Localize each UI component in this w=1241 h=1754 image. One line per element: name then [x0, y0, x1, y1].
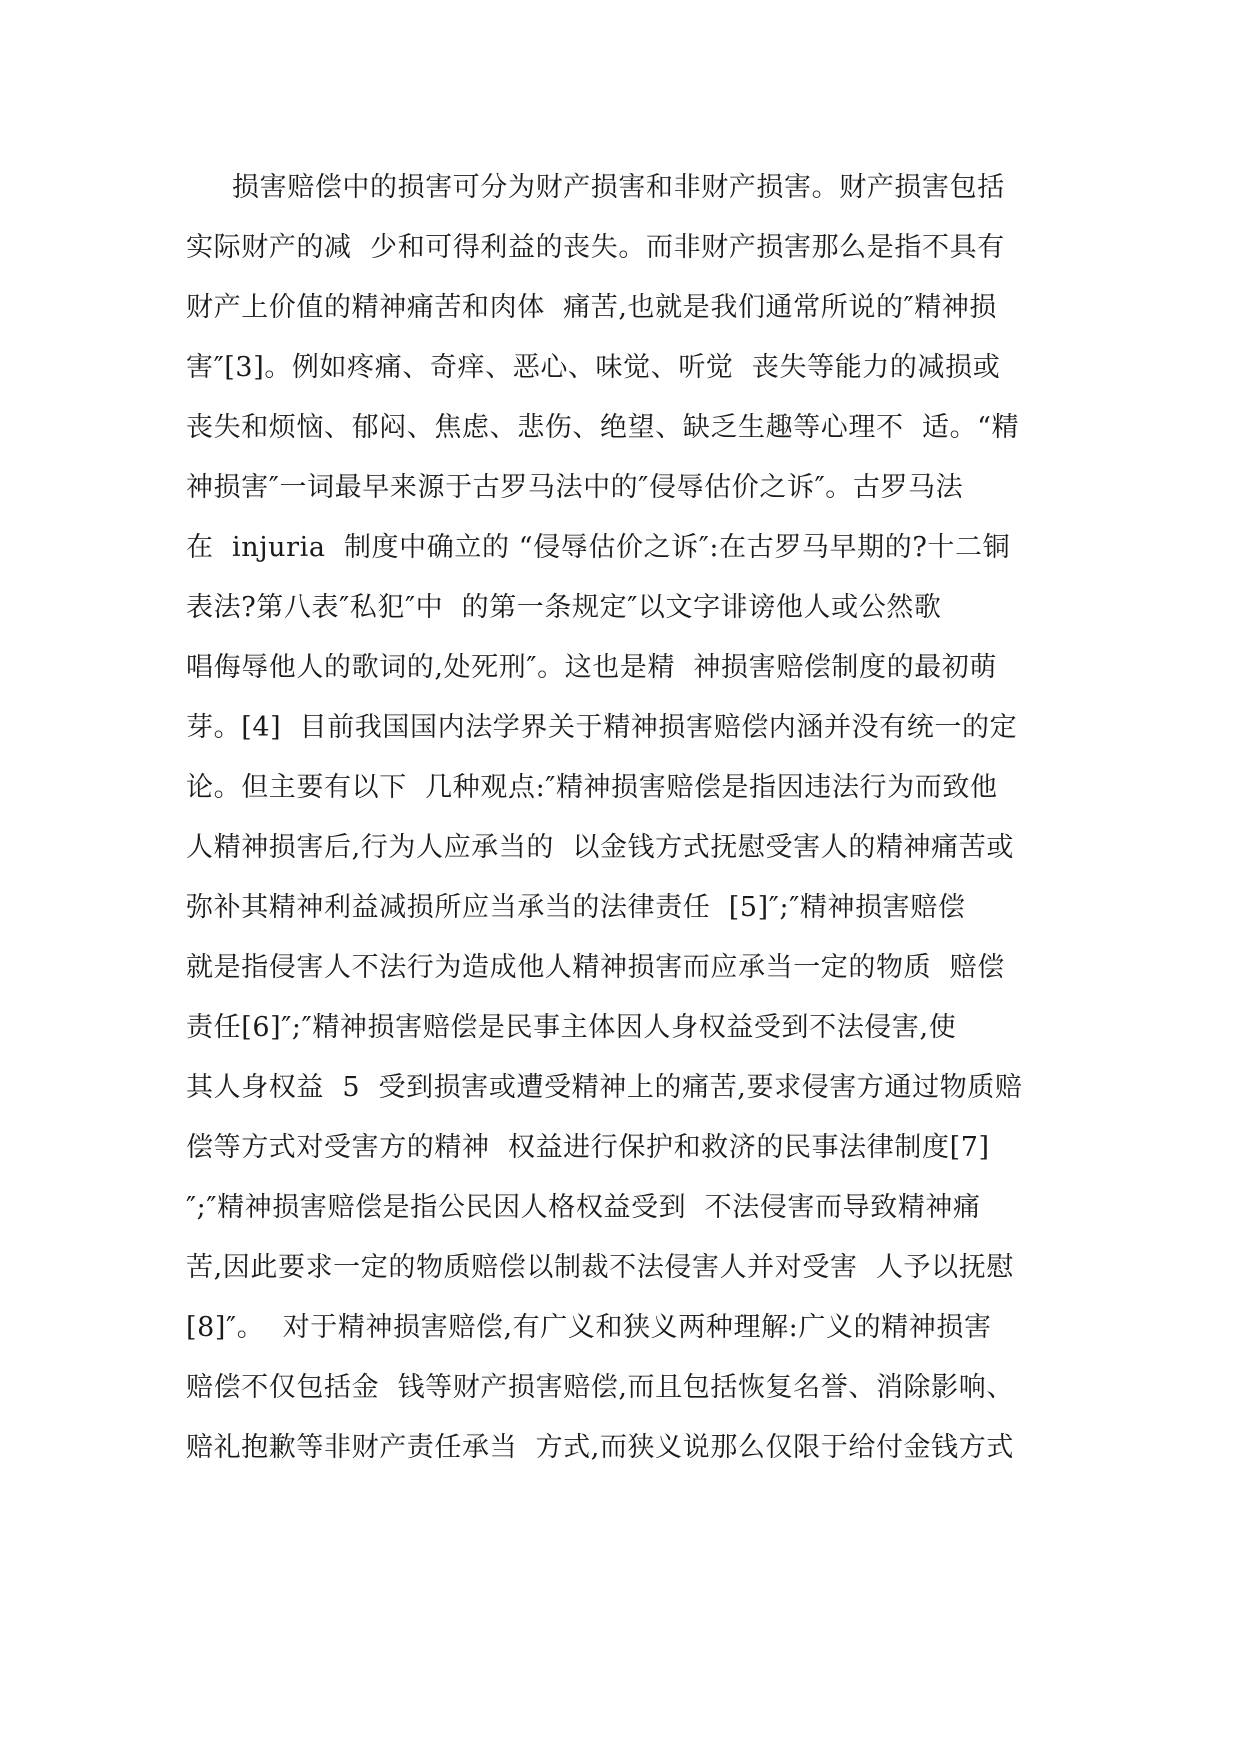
- text-line: 其人身权益 5 受到损害或遭受精神上的痛苦,要求侵害方通过物质赔: [186, 1072, 1023, 1103]
- text-line: 就是指侵害人不法行为造成他人精神损害而应承当一定的物质 赔偿: [186, 952, 1005, 983]
- text-line: 财产上价值的精神痛苦和肉体 痛苦,也就是我们通常所说的″精神损: [186, 292, 998, 323]
- text-line: 丧失和烦恼、郁闷、焦虑、悲伤、绝望、缺乏生趣等心理不 适。“精: [186, 412, 1020, 443]
- text-line: 芽。[4] 目前我国国内法学界关于精神损害赔偿内涵并没有统一的定: [186, 712, 1018, 743]
- text-line: 苦,因此要求一定的物质赔偿以制裁不法侵害人并对受害 人予以抚慰: [186, 1252, 1014, 1283]
- text-line: 论。但主要有以下 几种观点:″精神损害赔偿是指因违法行为而致他: [186, 772, 998, 803]
- text-line: 害″[3]。例如疼痛、奇痒、恶心、味觉、听觉 丧失等能力的减损或: [186, 352, 1001, 383]
- text-line: [8]″。 对于精神损害赔偿,有广义和狭义两种理解:广义的精神损害: [186, 1312, 992, 1343]
- text-line: 人精神损害后,行为人应承当的 以金钱方式抚慰受害人的精神痛苦或: [186, 832, 1014, 863]
- text-line: 损害赔偿中的损害可分为财产损害和非财产损害。财产损害包括: [232, 172, 1005, 203]
- text-line: 唱侮辱他人的歌词的,处死刑″。这也是精 神损害赔偿制度的最初萌: [186, 652, 998, 683]
- text-line: 赔偿不仅包括金 钱等财产损害赔偿,而且包括恢复名誉、消除影响、: [186, 1372, 1014, 1403]
- body-paragraph: [186, 158, 1086, 1478]
- text-line: 在 injuria 制度中确立的 “侵辱估价之诉″:在古罗马早期的?十二铜: [186, 532, 1011, 563]
- text-line: 实际财产的减 少和可得利益的丧失。而非财产损害那么是指不具有: [186, 232, 1005, 263]
- text-line: 赔礼抱歉等非财产责任承当 方式,而狭义说那么仅限于给付金钱方式: [186, 1432, 1014, 1463]
- text-line: 神损害″一词最早来源于古罗马法中的″侵辱估价之诉″。古罗马法: [186, 472, 964, 503]
- text-line: 弥补其精神利益减损所应当承当的法律责任 [5]″;″精神损害赔偿: [186, 892, 966, 923]
- text-line: 偿等方式对受害方的精神 权益进行保护和救济的民事法律制度[7]: [186, 1132, 990, 1163]
- text-line: ″;″精神损害赔偿是指公民因人格权益受到 不法侵害而导致精神痛: [186, 1192, 981, 1223]
- text-line: 责任[6]″;″精神损害赔偿是民事主体因人身权益受到不法侵害,使: [186, 1012, 957, 1043]
- text-line: 表法?第八表″私犯″中 的第一条规定″以文字诽谤他人或公然歌: [186, 592, 942, 623]
